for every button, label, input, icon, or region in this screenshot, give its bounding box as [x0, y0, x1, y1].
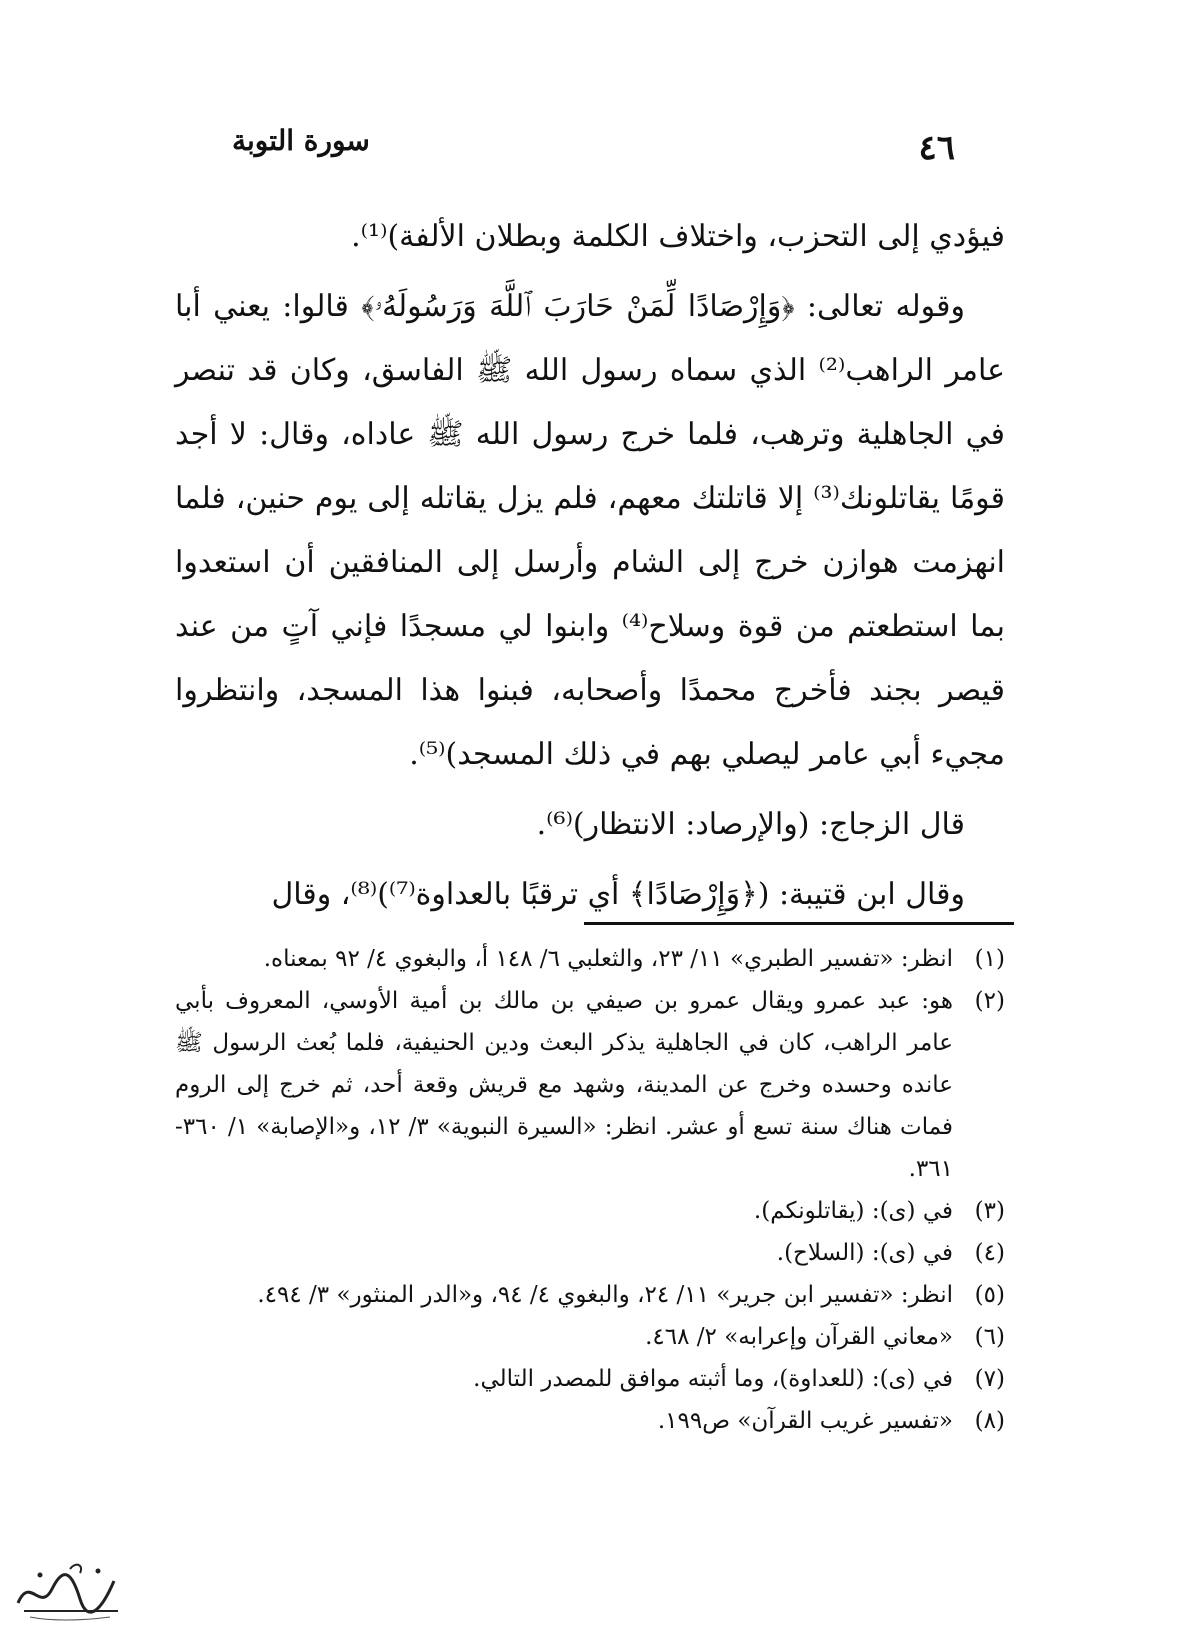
footnote	[175, 1358, 1005, 1400]
footnote-text: انظر: «تفسير الطبري» ١١/ ٢٣، والثعلبي ٦/ ١٤٨ أ، والبغوي ٤/ ٩٢ بمعناه.	[263, 946, 953, 972]
footnote-number: (٨)	[974, 1408, 1005, 1434]
footnote	[175, 1316, 1005, 1358]
footnote-text: في (ى): (السلاح).	[776, 1240, 953, 1266]
paragraph: وقال ابن قتيبة: (﴿وَإِرْصَادًا﴾ أي ترقبًا بالعداوة⁽⁷⁾)⁽⁸⁾، وقال	[271, 877, 965, 912]
footnote	[175, 1190, 1005, 1232]
footnote-number: (٢)	[974, 988, 1005, 1014]
footnote	[175, 1232, 1005, 1274]
footnote	[175, 1274, 1005, 1316]
running-title: سورة التوبة	[232, 124, 370, 157]
page-number: ٤٦	[918, 128, 955, 168]
footnote	[175, 938, 1005, 980]
footnote-number: (٣)	[974, 1198, 1005, 1224]
footnote-text: «معاني القرآن وإعرابه» ٢/ ٤٦٨.	[645, 1324, 953, 1350]
footnote	[175, 1400, 1005, 1442]
footnote-number: (١)	[974, 946, 1005, 972]
footnotes	[175, 938, 1005, 1442]
main-text	[175, 205, 1005, 933]
paragraph: وقوله تعالى: ﴿وَإِرْصَادًا لِّمَنْ حَارَبَ ٱللَّهَ وَرَسُولَهُۥ﴾ قالوا: يعني أبا عامر الراهب⁽²⁾ الذي سماه رسول الله ﷺ الفاسق، وكان قد تنصر في الجاهلية وترهب، فلما خرج رسول الله ﷺ عاداه، وقال: لا أجد قومًا يقاتلونك⁽³⁾ إلا قاتلتك معهم، فلم يزل يقاتله إلى يوم حنين، فلما انهزمت هوازن خرج إلى الشام وأرسل إلى المنافقين أن استعدوا بما استطعتم من قوة وسلاح⁽⁴⁾ وابنوا لي مسجدًا فإني آتٍ من عند قيصر بجند فأخرج محمدًا وأصحابه، فبنوا هذا المسجد، وانتظروا مجيء أبي عامر ليصلي بهم في ذلك المسجد)⁽⁵⁾.	[175, 289, 1006, 772]
footnote-text: في (ى): (للعداوة)، وما أثبته موافق للمصدر التالي.	[473, 1366, 953, 1392]
footnote-number: (٧)	[974, 1366, 1005, 1392]
footnote-text: هو: عبد عمرو ويقال عمرو بن صيفي بن مالك بن أمية الأوسي، المعروف بأبي عامر الراهب، كان في الجاهلية يذكر البعث ودين الحنيفية، فلما بُعث الرسول ﷺ عانده وحسده وخرج عن المدينة، وشهد مع قريش وقعة أحد، ثم خرج إلى الروم فمات هناك سنة تسع أو عشر. انظر: «السيرة النبوية» ٣/ ١٢، و«الإصابة» ١/ ٣٦٠- ٣٦١.	[175, 988, 953, 1182]
footnote-number: (٥)	[974, 1282, 1005, 1308]
footnote-divider	[584, 922, 1014, 925]
paragraph: قال الزجاج: (والإرصاد: الانتظار)⁽⁶⁾.	[536, 807, 965, 842]
footnote-number: (٦)	[974, 1324, 1005, 1350]
footnote-text: في (ى): (يقاتلونكم).	[753, 1198, 953, 1224]
footnote-number: (٤)	[974, 1240, 1005, 1266]
footnote-text: انظر: «تفسير ابن جرير» ١١/ ٢٤، والبغوي ٤/ ٩٤، و«الدر المنثور» ٣/ ٤٩٤.	[257, 1282, 953, 1308]
footnote	[175, 980, 1005, 1190]
paragraph: فيؤدي إلى التحزب، واختلاف الكلمة وبطلان الألفة)⁽¹⁾.	[351, 219, 1005, 254]
footnote-text: «تفسير غريب القرآن» ص١٩٩.	[657, 1408, 953, 1434]
calligraphy-logo-icon	[10, 1555, 130, 1625]
